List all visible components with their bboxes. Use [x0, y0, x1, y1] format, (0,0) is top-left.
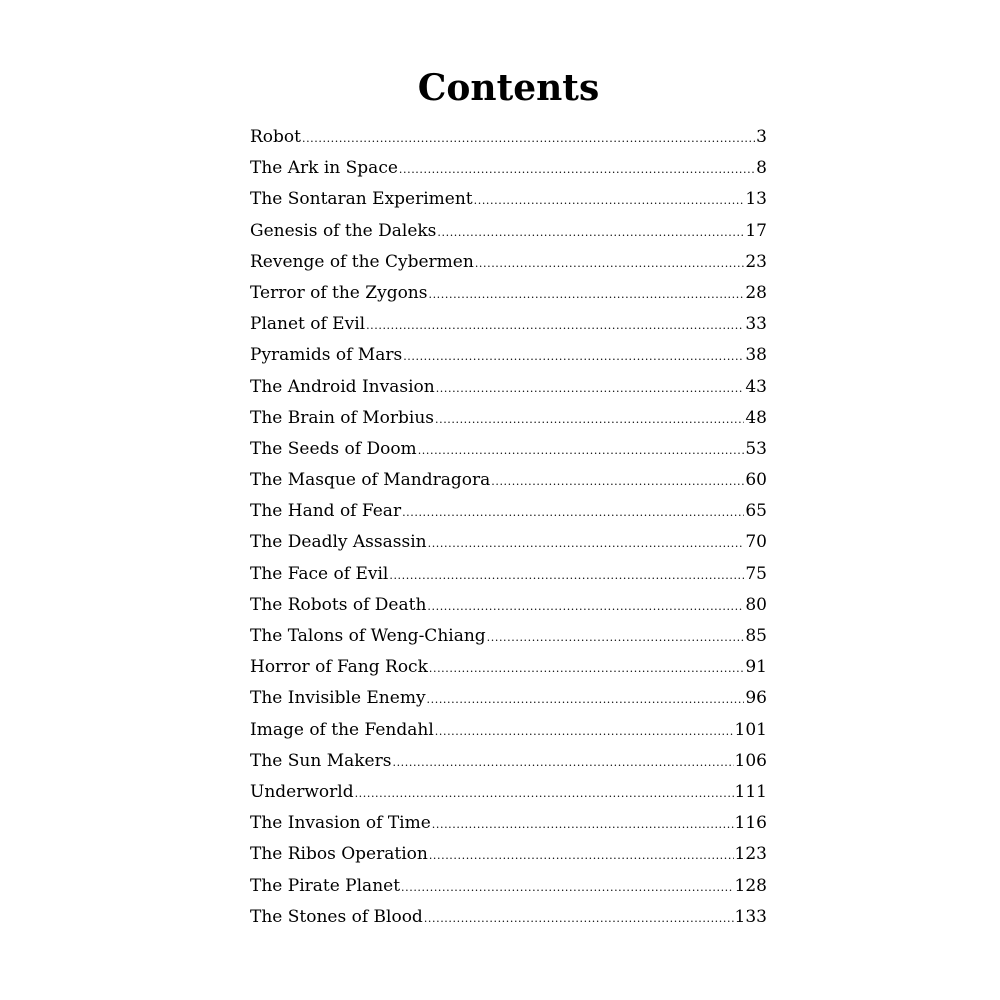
toc-entry-page-number: 116 — [734, 813, 767, 834]
dot-leader — [403, 351, 744, 362]
toc-entry-page-number: 3 — [756, 127, 767, 147]
toc-entry-page-number: 85 — [745, 626, 767, 646]
toc-entry[interactable] — [250, 309, 767, 340]
toc-entry-page-number: 70 — [745, 532, 767, 553]
dot-leader — [366, 320, 744, 331]
toc-entry-title: The Invisible Enemy — [250, 688, 426, 709]
dot-leader — [302, 133, 755, 144]
toc-entry-title: Underworld — [250, 781, 354, 802]
toc-entry-title: The Sun Makers — [250, 750, 392, 771]
dot-leader — [475, 258, 745, 269]
dot-leader — [428, 538, 745, 549]
toc-entry[interactable] — [250, 122, 767, 153]
toc-entry-page-number: 13 — [745, 189, 767, 210]
dot-leader — [432, 819, 734, 830]
dot-leader — [392, 757, 733, 768]
toc-entry-title: The Stones of Blood — [250, 906, 423, 927]
toc-entry[interactable] — [250, 434, 767, 465]
dot-leader — [435, 726, 734, 737]
dot-leader — [389, 570, 744, 581]
dot-leader — [487, 632, 745, 643]
table-of-contents — [250, 122, 767, 933]
toc-entry-title: The Android Invasion — [250, 376, 435, 397]
dot-leader — [429, 663, 744, 674]
page-title: Contents — [417, 67, 600, 109]
toc-entry[interactable] — [250, 340, 767, 371]
toc-entry-page-number: 106 — [734, 750, 767, 771]
toc-entry-title: Robot — [250, 127, 301, 147]
toc-entry[interactable] — [250, 808, 767, 839]
toc-entry-title: The Invasion of Time — [250, 813, 431, 834]
toc-entry[interactable] — [250, 777, 767, 808]
toc-entry-page-number: 53 — [745, 438, 767, 459]
toc-entry-page-number: 33 — [745, 314, 767, 335]
toc-entry[interactable] — [250, 403, 767, 434]
toc-entry-title: Image of the Fendahl — [250, 719, 434, 740]
toc-entry[interactable] — [250, 559, 767, 590]
toc-entry[interactable] — [250, 372, 767, 403]
toc-entry[interactable] — [250, 839, 767, 870]
dot-leader — [437, 227, 744, 238]
toc-entry[interactable] — [250, 153, 767, 184]
toc-entry-page-number: 96 — [745, 688, 767, 709]
toc-entry-title: The Talons of Weng-Chiang — [250, 626, 486, 646]
toc-entry[interactable] — [250, 621, 767, 652]
toc-entry-title: The Ark in Space — [250, 158, 398, 179]
dot-leader — [399, 164, 755, 175]
toc-entry-page-number: 80 — [745, 594, 767, 615]
toc-entry[interactable] — [250, 683, 767, 714]
toc-entry[interactable] — [250, 652, 767, 683]
toc-entry[interactable] — [250, 715, 767, 746]
toc-entry[interactable] — [250, 871, 767, 902]
toc-entry-page-number: 123 — [734, 844, 767, 865]
dot-leader — [401, 882, 734, 893]
dot-leader — [429, 850, 734, 861]
toc-entry[interactable] — [250, 184, 767, 215]
toc-entry-page-number: 65 — [745, 501, 767, 522]
dot-leader — [424, 913, 734, 924]
toc-entry-page-number: 23 — [745, 251, 767, 272]
toc-entry[interactable] — [250, 527, 767, 558]
toc-entry-page-number: 8 — [756, 158, 767, 179]
toc-entry[interactable] — [250, 902, 767, 933]
toc-entry-page-number: 75 — [745, 563, 767, 584]
toc-entry-title: Genesis of the Daleks — [250, 220, 437, 241]
toc-entry[interactable] — [250, 216, 767, 247]
toc-entry-page-number: 28 — [745, 282, 767, 303]
toc-entry-page-number: 48 — [745, 407, 767, 428]
toc-entry[interactable] — [250, 590, 767, 621]
dot-leader — [491, 476, 744, 487]
toc-entry-page-number: 91 — [745, 657, 767, 678]
toc-entry-page-number: 60 — [745, 470, 767, 491]
toc-entry-title: Pyramids of Mars — [250, 345, 403, 366]
toc-entry-title: The Face of Evil — [250, 563, 389, 584]
toc-entry-title: Planet of Evil — [250, 314, 366, 335]
dot-leader — [474, 195, 745, 206]
toc-entry-title: The Hand of Fear — [250, 501, 402, 522]
toc-entry-title: Terror of the Zygons — [250, 282, 428, 303]
dot-leader — [427, 601, 744, 612]
toc-entry-page-number: 128 — [734, 875, 767, 896]
dot-leader — [355, 788, 734, 799]
dot-leader — [418, 445, 745, 456]
toc-entry-title: The Sontaran Experiment — [250, 189, 473, 210]
toc-entry[interactable] — [250, 465, 767, 496]
toc-entry-title: The Seeds of Doom — [250, 438, 417, 459]
toc-entry-title: The Robots of Death — [250, 594, 427, 615]
toc-entry-title: Revenge of the Cybermen — [250, 251, 474, 272]
toc-entry-page-number: 17 — [745, 220, 767, 241]
dot-leader — [435, 414, 744, 425]
toc-entry-page-number: 43 — [745, 376, 767, 397]
toc-entry[interactable] — [250, 247, 767, 278]
dot-leader — [402, 507, 744, 518]
toc-entry-page-number: 38 — [745, 345, 767, 366]
toc-entry-title: Horror of Fang Rock — [250, 657, 428, 678]
toc-entry-title: The Masque of Mandragora — [250, 470, 491, 491]
toc-entry-title: The Pirate Planet — [250, 875, 401, 896]
toc-entry-page-number: 101 — [734, 719, 767, 740]
toc-entry-title: The Ribos Operation — [250, 844, 428, 865]
toc-entry-page-number: 133 — [734, 906, 767, 927]
toc-entry-page-number: 111 — [734, 781, 767, 802]
toc-entry[interactable] — [250, 496, 767, 527]
toc-entry[interactable] — [250, 746, 767, 777]
dot-leader — [427, 694, 745, 705]
toc-entry-title: The Deadly Assassin — [250, 532, 427, 553]
toc-entry-title: The Brain of Morbius — [250, 407, 434, 428]
toc-entry[interactable] — [250, 278, 767, 309]
dot-leader — [436, 383, 745, 394]
dot-leader — [428, 289, 744, 300]
